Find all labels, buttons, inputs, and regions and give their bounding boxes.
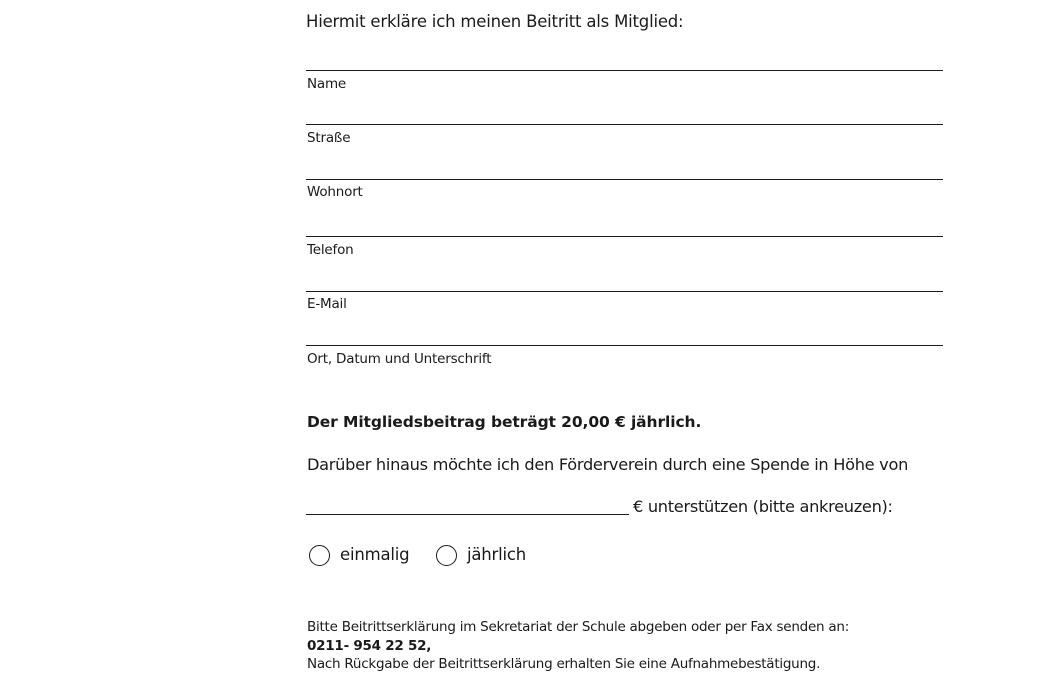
street-line[interactable] [306, 124, 943, 125]
option-yearly-label: jährlich [467, 545, 527, 564]
footer-instructions: Bitte Beitrittserklärung im Sekretariat der Schule abgeben oder per Fax senden an: [307, 619, 849, 635]
street-label: Straße [307, 130, 351, 146]
option-yearly-radio[interactable] [436, 545, 457, 566]
signature-label: Ort, Datum und Unterschrift [307, 351, 492, 367]
name-line[interactable] [306, 70, 943, 71]
option-once-label: einmalig [340, 545, 410, 564]
donation-amount-line[interactable] [306, 514, 629, 515]
name-label: Name [307, 76, 347, 92]
footer-fax-number: 0211- 954 22 52, [307, 638, 432, 654]
city-line[interactable] [306, 179, 943, 180]
email-line[interactable] [306, 291, 943, 292]
phone-label: Telefon [307, 242, 354, 258]
donation-suffix-text: € unterstützen (bitte ankreuzen): [633, 497, 893, 516]
footer-confirmation: Nach Rückgabe der Beitrittserklärung erhalten Sie eine Aufnahmebestätigung. [307, 656, 821, 672]
phone-line[interactable] [306, 236, 943, 237]
signature-line[interactable] [306, 345, 943, 346]
option-once-radio[interactable] [309, 545, 330, 566]
form-intro: Hiermit erkläre ich meinen Beitritt als Mitglied: [306, 12, 684, 31]
email-label: E-Mail [307, 296, 347, 312]
donation-text: Darüber hinaus möchte ich den Förderverein durch eine Spende in Höhe von [307, 455, 909, 474]
membership-fee-text: Der Mitgliedsbeitrag beträgt 20,00 € jährlich. [307, 413, 702, 431]
city-label: Wohnort [307, 184, 363, 200]
